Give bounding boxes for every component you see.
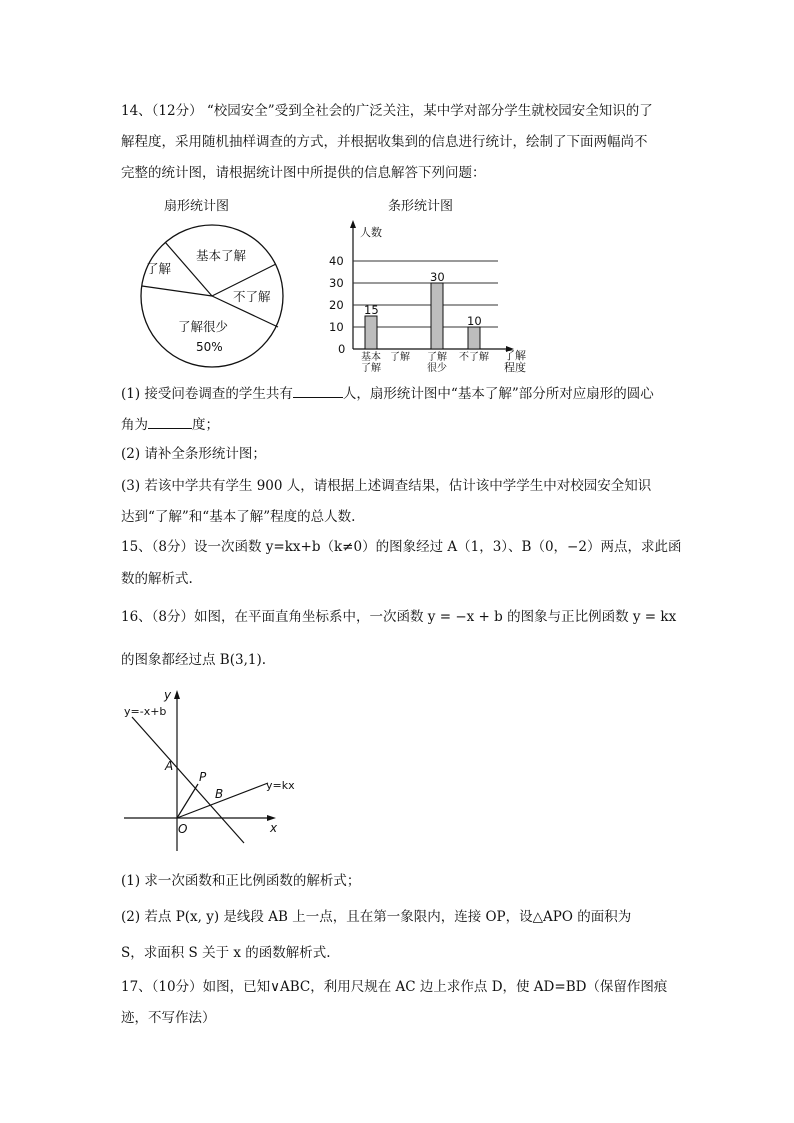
q16-line-1: 16、（8分）如图，在平面直角坐标系中，一次函数 y = −x + b 的图象与正比例函数 y = kx bbox=[121, 609, 677, 625]
y-tick-label: 0 bbox=[338, 342, 346, 356]
bar-chart-title: 条形统计图 bbox=[388, 199, 454, 214]
q14-sub1-text-b: 人，扇形统计图中“基本了解”部分所对应扇形的圆心 bbox=[342, 386, 654, 402]
q14-line-2: 解程度，采用随机抽样调查的方式，并根据收集到的信息进行统计，绘制了下面两幅尚不 bbox=[121, 134, 648, 150]
y-tick-label: 20 bbox=[329, 298, 344, 312]
y-tick-label: 30 bbox=[329, 276, 344, 290]
label-point-p: P bbox=[199, 770, 207, 784]
x-category-label: 基本 bbox=[361, 352, 381, 363]
label-point-b: B bbox=[215, 787, 224, 801]
bar-value-label: 15 bbox=[364, 303, 379, 317]
label-y-kx: y=kx bbox=[266, 779, 295, 792]
q17-line-2: 迹，不写作法） bbox=[121, 1010, 216, 1026]
y-axis-arrow bbox=[350, 220, 356, 228]
q14-sub1-text-c: 角为 bbox=[121, 417, 148, 433]
x-axis-label-2: 程度 bbox=[504, 361, 526, 374]
segment-op bbox=[177, 784, 198, 818]
answer-blank[interactable] bbox=[293, 383, 343, 398]
q16-sub3: S，求面积 S 关于 x 的函数解析式. bbox=[121, 945, 331, 961]
bar bbox=[365, 316, 377, 349]
x-category-label: 不了解 bbox=[459, 352, 489, 363]
function-graph bbox=[118, 685, 308, 857]
label-origin: O bbox=[178, 822, 188, 836]
q14-sub2: (2) 请补全条形统计图； bbox=[121, 446, 266, 462]
x-category-label: 了解 bbox=[427, 352, 447, 363]
bar bbox=[468, 327, 480, 349]
pie-label-little: 了解很少 bbox=[178, 319, 229, 334]
bar-value-label: 10 bbox=[467, 314, 482, 328]
y-tick-label: 40 bbox=[329, 254, 344, 268]
label-y-neg-x-plus-b: y=-x+b bbox=[124, 705, 167, 718]
pie-label-basic: 基本了解 bbox=[196, 248, 247, 263]
graph-y-arrow bbox=[174, 690, 180, 699]
pie-chart-title: 扇形统计图 bbox=[164, 199, 230, 214]
q14-line-3: 完整的统计图，请根据统计图中所提供的信息解答下列问题： bbox=[121, 165, 486, 181]
label-y-axis: y bbox=[164, 688, 172, 702]
q15-line-1: 15、（8分）设一次函数 y=kx+b（k≠0）的图象经过 A（1，3）、B（0，−2）两点，求此函 bbox=[121, 539, 682, 555]
y-axis-label: 人数 bbox=[360, 226, 382, 239]
q14-sub3-line-2: 达到“了解”和“基本了解”程度的总人数. bbox=[121, 509, 356, 525]
x-axis-label-1: 了解 bbox=[504, 349, 526, 362]
q14-sub1-line-1 bbox=[121, 383, 654, 404]
label-point-a: A bbox=[165, 759, 174, 773]
pie-chart bbox=[130, 212, 300, 372]
x-category-label: 了解 bbox=[390, 352, 410, 363]
q16-line-2: 的图象都经过点 B(3,1). bbox=[121, 652, 267, 668]
q14-sub1-text-a: (1) 接受问卷调查的学生共有 bbox=[121, 386, 293, 402]
bar bbox=[431, 283, 443, 349]
label-x-axis: x bbox=[270, 821, 278, 835]
q14-sub1-text-d: 度； bbox=[192, 417, 219, 433]
bar-chart bbox=[320, 214, 535, 374]
answer-blank[interactable] bbox=[148, 414, 192, 429]
line-y-neg-x-plus-b bbox=[132, 717, 244, 843]
bar-value-label: 30 bbox=[430, 270, 445, 284]
q15-line-2: 数的解析式. bbox=[121, 571, 193, 587]
pie-label-unknown: 不了解 bbox=[233, 289, 271, 304]
q14-sub1-line-2 bbox=[121, 414, 219, 435]
x-category-label: 了解 bbox=[361, 363, 381, 374]
q14-sub3-line-1: (3) 若该中学共有学生 900 人，请根据上述调查结果，估计该中学学生中对校园安全知识 bbox=[121, 478, 652, 494]
q16-sub1: (1) 求一次函数和正比例函数的解析式； bbox=[121, 873, 361, 889]
q17-line-1: 17、（10分）如图，已知∨ABC，利用尺规在 AC 边上求作点 D，使 AD=BD（保留作图痕 bbox=[121, 979, 668, 995]
y-tick-label: 10 bbox=[329, 320, 344, 334]
x-category-label: 很少 bbox=[427, 363, 447, 374]
pie-label-know: 了解 bbox=[146, 261, 172, 276]
pie-percent-label: 50% bbox=[196, 340, 223, 354]
q14-line-1: 14、（12分） “校园安全”受到全社会的广泛关注，某中学对部分学生就校园安全知识的了 bbox=[121, 103, 653, 119]
q16-sub2: (2) 若点 P(x, y) 是线段 AB 上一点，且在第一象限内，连接 OP，设△APO 的面积为 bbox=[121, 909, 632, 925]
